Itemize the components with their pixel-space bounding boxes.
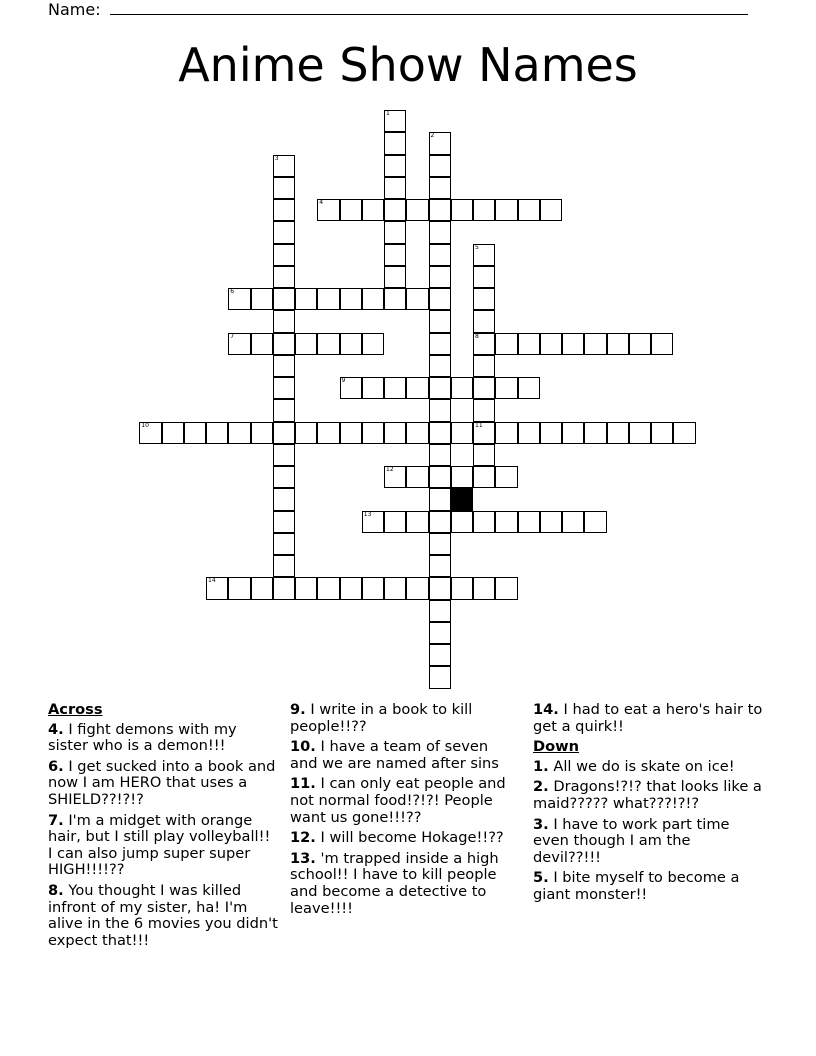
grid-cell[interactable] <box>317 288 339 310</box>
grid-cell[interactable] <box>429 444 451 466</box>
grid-cell[interactable] <box>429 488 451 510</box>
grid-cell[interactable] <box>273 488 295 510</box>
grid-cell[interactable] <box>251 288 273 310</box>
grid-cell[interactable] <box>562 422 584 444</box>
clue-number: 11 <box>475 421 483 429</box>
grid-cell[interactable] <box>495 511 517 533</box>
grid-cell[interactable] <box>429 644 451 666</box>
grid-cell[interactable] <box>584 511 606 533</box>
grid-cell[interactable] <box>451 199 473 221</box>
grid-cell[interactable] <box>429 244 451 266</box>
grid-cell[interactable] <box>429 132 451 154</box>
clue-across-10: 10. I have a team of seven and we are named after sins <box>290 738 499 772</box>
grid-cell[interactable] <box>473 333 495 355</box>
grid-cell[interactable] <box>384 266 406 288</box>
grid-cell[interactable] <box>651 333 673 355</box>
grid-cell[interactable] <box>384 511 406 533</box>
clue-number: 13 <box>363 510 372 518</box>
down-heading: Down <box>533 738 580 756</box>
grid-cell[interactable] <box>495 377 517 399</box>
grid-cell[interactable] <box>406 466 428 488</box>
grid-cell[interactable] <box>340 199 362 221</box>
grid-cell[interactable] <box>273 422 295 444</box>
grid-cell[interactable] <box>495 466 517 488</box>
grid-cell[interactable] <box>473 444 495 466</box>
grid-cell[interactable] <box>473 399 495 421</box>
grid-cell[interactable] <box>384 155 406 177</box>
grid-cell[interactable] <box>273 577 295 599</box>
grid-cell[interactable] <box>651 422 673 444</box>
clue-number: 8 <box>475 332 479 340</box>
grid-cell[interactable] <box>384 466 406 488</box>
grid-cell[interactable] <box>540 511 562 533</box>
grid-cell[interactable] <box>273 355 295 377</box>
grid-cell[interactable] <box>540 422 562 444</box>
page-title: Anime Show Names <box>178 38 638 92</box>
grid-cell[interactable] <box>273 533 295 555</box>
clue-across-7: 7. I'm a midget with orange hair, but I still play volleyball!! I can also jump super super HIGH!!!!?? <box>48 811 271 879</box>
grid-cell[interactable] <box>228 577 250 599</box>
clue-number: 1 <box>386 110 390 117</box>
clue-across-6: 6. I get sucked into a book and now I am HERO that uses a SHIELD??!?!? <box>48 757 276 808</box>
grid-cell[interactable] <box>162 422 184 444</box>
clue-across-12: 12. I will become Hokage!!?? <box>290 829 504 847</box>
clue-down-5: 5. I bite myself to become a giant monster!! <box>533 869 740 903</box>
clue-number: 12 <box>386 466 394 473</box>
grid-cell[interactable] <box>406 377 428 399</box>
clue-across-14: 14. I had to eat a hero's hair to get a quirk!! <box>533 701 763 735</box>
grid-cell[interactable] <box>429 221 451 243</box>
grid-cell[interactable] <box>384 577 406 599</box>
grid-cell[interactable] <box>429 399 451 421</box>
grid-cell[interactable] <box>473 266 495 288</box>
clue-across-13: 13. 'm trapped inside a high school!! I have to kill people and become a detective to leave!!!! <box>290 849 499 917</box>
clue-number: 9 <box>341 377 346 384</box>
grid-cell[interactable] <box>607 333 629 355</box>
grid-cell[interactable] <box>451 466 473 488</box>
grid-cell[interactable] <box>384 377 406 399</box>
clue-number: 6 <box>230 288 235 295</box>
clue-number: 7 <box>230 332 235 340</box>
grid-cell[interactable] <box>518 511 540 533</box>
grid-cell[interactable] <box>317 333 339 355</box>
grid-cell[interactable] <box>518 333 540 355</box>
grid-cell[interactable] <box>184 422 206 444</box>
clue-down-3: 3. I have to work part time even though I am the devil??!!! <box>533 815 730 866</box>
grid-cell[interactable] <box>384 288 406 310</box>
grid-cell[interactable] <box>362 333 384 355</box>
clue-across-11: 11. I can only eat people and not normal food!?!?! People want us gone!!!?? <box>290 775 506 826</box>
grid-cell[interactable] <box>384 177 406 199</box>
grid-cell[interactable] <box>273 444 295 466</box>
grid-cell[interactable] <box>406 577 428 599</box>
grid-cell[interactable] <box>273 177 295 199</box>
grid-cell[interactable] <box>584 422 606 444</box>
grid-cell[interactable] <box>295 288 317 310</box>
grid-cell[interactable] <box>273 199 295 221</box>
grid-cell[interactable] <box>362 511 384 533</box>
grid-cell[interactable] <box>362 288 384 310</box>
grid-cell[interactable] <box>495 422 517 444</box>
grid-cell[interactable] <box>317 577 339 599</box>
grid-cell[interactable] <box>139 422 161 444</box>
grid-cell[interactable] <box>429 511 451 533</box>
grid-black-cell <box>451 488 473 510</box>
grid-cell[interactable] <box>295 422 317 444</box>
grid-cell[interactable] <box>384 132 406 154</box>
grid-cell[interactable] <box>273 266 295 288</box>
grid-cell[interactable] <box>273 155 295 177</box>
grid-cell[interactable] <box>384 422 406 444</box>
grid-cell[interactable] <box>429 177 451 199</box>
grid-cell[interactable] <box>451 422 473 444</box>
grid-cell[interactable] <box>629 422 651 444</box>
grid-cell[interactable] <box>340 288 362 310</box>
grid-cell[interactable] <box>273 221 295 243</box>
clue-number: 14 <box>208 577 216 585</box>
clue-number: 10 <box>141 421 149 429</box>
grid-cell[interactable] <box>584 333 606 355</box>
grid-cell[interactable] <box>251 333 273 355</box>
grid-cell[interactable] <box>495 199 517 221</box>
grid-cell[interactable] <box>473 511 495 533</box>
grid-cell[interactable] <box>228 288 250 310</box>
clues-column-3 <box>533 702 763 908</box>
grid-cell[interactable] <box>429 310 451 332</box>
grid-cell[interactable] <box>273 511 295 533</box>
grid-cell[interactable] <box>473 577 495 599</box>
grid-cell[interactable] <box>451 511 473 533</box>
grid-cell[interactable] <box>451 577 473 599</box>
grid-cell[interactable] <box>429 577 451 599</box>
grid-cell[interactable] <box>540 333 562 355</box>
grid-cell[interactable] <box>384 221 406 243</box>
grid-cell[interactable] <box>273 555 295 577</box>
grid-cell[interactable] <box>429 199 451 221</box>
grid-cell[interactable] <box>429 288 451 310</box>
grid-cell[interactable] <box>228 333 250 355</box>
grid-cell[interactable] <box>362 377 384 399</box>
grid-cell[interactable] <box>673 422 695 444</box>
grid-cell[interactable] <box>273 399 295 421</box>
grid-cell[interactable] <box>362 199 384 221</box>
grid-cell[interactable] <box>473 355 495 377</box>
grid-cell[interactable] <box>273 288 295 310</box>
grid-cell[interactable] <box>429 377 451 399</box>
grid-cell[interactable] <box>473 244 495 266</box>
grid-cell[interactable] <box>562 333 584 355</box>
grid-cell[interactable] <box>228 422 250 444</box>
grid-cell[interactable] <box>340 333 362 355</box>
grid-cell[interactable] <box>429 422 451 444</box>
grid-cell[interactable] <box>273 333 295 355</box>
grid-cell[interactable] <box>495 577 517 599</box>
grid-cell[interactable] <box>384 244 406 266</box>
grid-cell[interactable] <box>406 199 428 221</box>
grid-cell[interactable] <box>362 422 384 444</box>
grid-cell[interactable] <box>518 377 540 399</box>
grid-cell[interactable] <box>295 333 317 355</box>
grid-cell[interactable] <box>473 422 495 444</box>
grid-cell[interactable] <box>406 511 428 533</box>
grid-cell[interactable] <box>429 666 451 688</box>
grid-cell[interactable] <box>295 577 317 599</box>
clue-down-2: 2. Dragons!?!? that looks like a maid????? what???!?!? <box>533 778 762 812</box>
grid-cell[interactable] <box>340 577 362 599</box>
grid-cell[interactable] <box>518 422 540 444</box>
grid-cell[interactable] <box>273 310 295 332</box>
grid-cell[interactable] <box>429 533 451 555</box>
grid-cell[interactable] <box>384 199 406 221</box>
grid-cell[interactable] <box>495 333 517 355</box>
grid-cell[interactable] <box>429 600 451 622</box>
grid-cell[interactable] <box>317 422 339 444</box>
grid-cell[interactable] <box>340 422 362 444</box>
grid-cell[interactable] <box>473 377 495 399</box>
grid-cell[interactable] <box>607 422 629 444</box>
grid-cell[interactable] <box>473 288 495 310</box>
grid-cell[interactable] <box>473 310 495 332</box>
clue-across-9: 9. I write in a book to kill people!!?? <box>290 701 473 735</box>
grid-cell[interactable] <box>362 577 384 599</box>
grid-cell[interactable] <box>317 199 339 221</box>
clues-column-2 <box>290 702 520 921</box>
clue-number: 2 <box>430 132 435 140</box>
grid-cell[interactable] <box>429 466 451 488</box>
grid-cell[interactable] <box>429 622 451 644</box>
grid-cell[interactable] <box>273 466 295 488</box>
grid-cell[interactable] <box>451 377 473 399</box>
name-label: Name: <box>48 0 106 19</box>
grid-cell[interactable] <box>629 333 651 355</box>
grid-cell[interactable] <box>518 199 540 221</box>
grid-cell[interactable] <box>562 511 584 533</box>
grid-cell[interactable] <box>473 466 495 488</box>
clues-column-1 <box>48 702 278 953</box>
clue-number: 4 <box>319 199 324 206</box>
grid-cell[interactable] <box>406 288 428 310</box>
grid-cell[interactable] <box>206 422 228 444</box>
grid-cell[interactable] <box>429 266 451 288</box>
grid-cell[interactable] <box>251 577 273 599</box>
across-heading: Across <box>48 701 103 718</box>
clue-down-1: 1. All we do is skate on ice! <box>533 757 735 775</box>
grid-cell[interactable] <box>273 244 295 266</box>
clue-number: 3 <box>274 154 279 162</box>
clue-number: 5 <box>475 243 479 251</box>
clue-across-8: 8. You thought I was killed infront of my sister, ha! I'm alive in the 6 movies you didn't expect that!!! <box>48 881 278 949</box>
grid-cell[interactable] <box>429 355 451 377</box>
grid-cell[interactable] <box>429 555 451 577</box>
grid-cell[interactable] <box>384 110 406 132</box>
grid-cell[interactable] <box>429 155 451 177</box>
grid-cell[interactable] <box>251 422 273 444</box>
clue-across-4: 4. I fight demons with my sister who is a demon!!! <box>48 720 237 755</box>
grid-cell[interactable] <box>273 377 295 399</box>
grid-cell[interactable] <box>406 422 428 444</box>
grid-cell[interactable] <box>429 333 451 355</box>
grid-cell[interactable] <box>340 377 362 399</box>
grid-cell[interactable] <box>206 577 228 599</box>
grid-cell[interactable] <box>473 199 495 221</box>
grid-cell[interactable] <box>540 199 562 221</box>
